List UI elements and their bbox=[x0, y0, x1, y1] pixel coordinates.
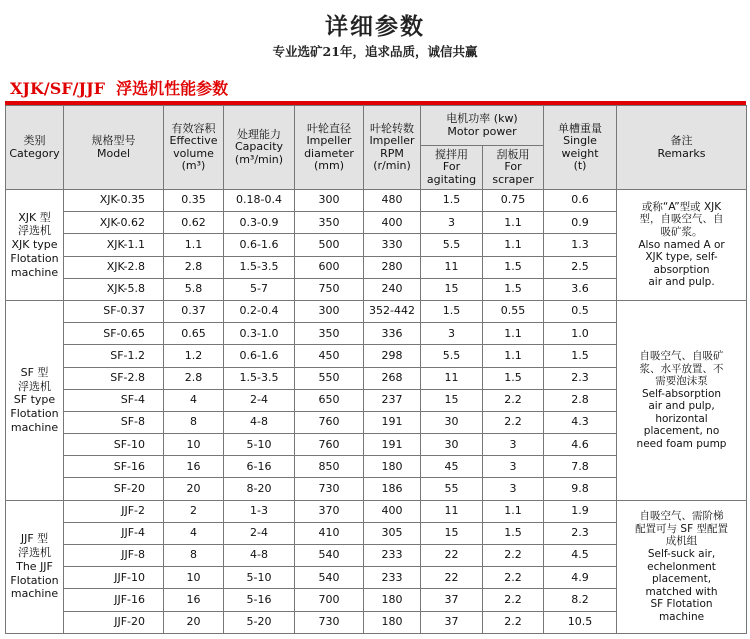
weight-cell: 0.6 bbox=[544, 190, 617, 212]
scraper-cell: 2.2 bbox=[483, 411, 544, 433]
volume-cell: 2.8 bbox=[164, 256, 224, 278]
capacity-cell: 0.2-0.4 bbox=[224, 300, 295, 322]
rpm-cell: 305 bbox=[364, 522, 421, 544]
scraper-cell: 1.1 bbox=[483, 345, 544, 367]
scraper-cell: 2.2 bbox=[483, 589, 544, 611]
volume-cell: 20 bbox=[164, 611, 224, 633]
volume-cell: 16 bbox=[164, 456, 224, 478]
scraper-cell: 1.5 bbox=[483, 256, 544, 278]
category-cell-xjk: XJK 型 浮选机 XJK type Flotation machine bbox=[6, 190, 64, 301]
diameter-cell: 550 bbox=[295, 367, 364, 389]
capacity-cell: 4-8 bbox=[224, 411, 295, 433]
diameter-cell: 850 bbox=[295, 456, 364, 478]
capacity-cell: 5-16 bbox=[224, 589, 295, 611]
rpm-cell: 336 bbox=[364, 323, 421, 345]
diameter-cell: 540 bbox=[295, 567, 364, 589]
scraper-cell: 0.55 bbox=[483, 300, 544, 322]
agitating-cell: 3 bbox=[421, 212, 483, 234]
col-model: 规格型号 Model bbox=[64, 106, 164, 190]
model-cell: SF-1.2 bbox=[64, 345, 164, 367]
volume-cell: 5.8 bbox=[164, 278, 224, 300]
capacity-cell: 5-20 bbox=[224, 611, 295, 633]
agitating-cell: 11 bbox=[421, 256, 483, 278]
weight-cell: 1.3 bbox=[544, 234, 617, 256]
rpm-cell: 280 bbox=[364, 256, 421, 278]
model-cell: XJK-1.1 bbox=[64, 234, 164, 256]
capacity-cell: 1-3 bbox=[224, 500, 295, 522]
agitating-cell: 1.5 bbox=[421, 300, 483, 322]
volume-cell: 4 bbox=[164, 389, 224, 411]
weight-cell: 4.3 bbox=[544, 411, 617, 433]
agitating-cell: 37 bbox=[421, 611, 483, 633]
remarks-cell-sf: 自吸空气、自吸矿 浆、水平放置、不 需要泡沫泵 Self-absorption air and pulp, horizontal placement, no need foam pump bbox=[617, 300, 747, 500]
weight-cell: 1.9 bbox=[544, 500, 617, 522]
diameter-cell: 300 bbox=[295, 190, 364, 212]
rpm-cell: 298 bbox=[364, 345, 421, 367]
model-cell: SF-20 bbox=[64, 478, 164, 500]
rpm-cell: 233 bbox=[364, 567, 421, 589]
diameter-cell: 730 bbox=[295, 478, 364, 500]
rpm-cell: 233 bbox=[364, 545, 421, 567]
volume-cell: 8 bbox=[164, 545, 224, 567]
table-row bbox=[6, 300, 747, 322]
model-cell: XJK-5.8 bbox=[64, 278, 164, 300]
rpm-cell: 180 bbox=[364, 589, 421, 611]
table-row bbox=[6, 190, 747, 212]
agitating-cell: 15 bbox=[421, 278, 483, 300]
scraper-cell: 3 bbox=[483, 434, 544, 456]
weight-cell: 3.6 bbox=[544, 278, 617, 300]
col-volume: 有效容积 Effective volume (m³) bbox=[164, 106, 224, 190]
volume-cell: 20 bbox=[164, 478, 224, 500]
capacity-cell: 8-20 bbox=[224, 478, 295, 500]
weight-cell: 1.5 bbox=[544, 345, 617, 367]
agitating-cell: 22 bbox=[421, 545, 483, 567]
agitating-cell: 37 bbox=[421, 589, 483, 611]
model-cell: SF-2.8 bbox=[64, 367, 164, 389]
category-cell-sf: SF 型 浮选机 SF type Flotation machine bbox=[6, 300, 64, 500]
capacity-cell: 0.6-1.6 bbox=[224, 345, 295, 367]
diameter-cell: 540 bbox=[295, 545, 364, 567]
section-title bbox=[10, 76, 610, 99]
rpm-cell: 400 bbox=[364, 212, 421, 234]
diameter-cell: 760 bbox=[295, 434, 364, 456]
diameter-cell: 600 bbox=[295, 256, 364, 278]
scraper-cell: 1.1 bbox=[483, 500, 544, 522]
rpm-cell: 237 bbox=[364, 389, 421, 411]
capacity-cell: 5-10 bbox=[224, 434, 295, 456]
rpm-cell: 400 bbox=[364, 500, 421, 522]
agitating-cell: 15 bbox=[421, 389, 483, 411]
diameter-cell: 350 bbox=[295, 212, 364, 234]
scraper-cell: 3 bbox=[483, 456, 544, 478]
capacity-cell: 2-4 bbox=[224, 389, 295, 411]
agitating-cell: 22 bbox=[421, 567, 483, 589]
agitating-cell: 30 bbox=[421, 411, 483, 433]
scraper-cell: 1.5 bbox=[483, 522, 544, 544]
weight-cell: 2.3 bbox=[544, 522, 617, 544]
col-motor-power: 电机功率 (kw) Motor power bbox=[421, 106, 544, 146]
category-cell-jjf: JJF 型 浮选机 The JJF Flotation machine bbox=[6, 500, 64, 633]
remarks-cell-jjf: 自吸空气、需阶梯 配置可与 SF 型配置 成机组 Self-suck air, echelonment placement, matched with SF Flotation machine bbox=[617, 500, 747, 633]
agitating-cell: 5.5 bbox=[421, 345, 483, 367]
diameter-cell: 500 bbox=[295, 234, 364, 256]
col-category: 类别 Category bbox=[6, 106, 64, 190]
diameter-cell: 410 bbox=[295, 522, 364, 544]
page-title: 详细参数 bbox=[325, 14, 425, 40]
agitating-cell: 3 bbox=[421, 323, 483, 345]
diameter-cell: 450 bbox=[295, 345, 364, 367]
rpm-cell: 480 bbox=[364, 190, 421, 212]
agitating-cell: 55 bbox=[421, 478, 483, 500]
rpm-cell: 240 bbox=[364, 278, 421, 300]
scraper-cell: 1.1 bbox=[483, 234, 544, 256]
weight-cell: 0.5 bbox=[544, 300, 617, 322]
capacity-cell: 1.5-3.5 bbox=[224, 367, 295, 389]
scraper-cell: 3 bbox=[483, 478, 544, 500]
diameter-cell: 700 bbox=[295, 589, 364, 611]
col-impeller-diameter: 叶轮直径 Impeller diameter (mm) bbox=[295, 106, 364, 190]
volume-cell: 10 bbox=[164, 567, 224, 589]
model-cell: XJK-0.62 bbox=[64, 212, 164, 234]
col-agitating: 搅拌用 For agitating bbox=[421, 146, 483, 190]
section-title-text: 浮选机性能参数 bbox=[116, 79, 229, 98]
weight-cell: 1.0 bbox=[544, 323, 617, 345]
weight-cell: 10.5 bbox=[544, 611, 617, 633]
weight-cell: 2.8 bbox=[544, 389, 617, 411]
volume-cell: 16 bbox=[164, 589, 224, 611]
capacity-cell: 2-4 bbox=[224, 522, 295, 544]
capacity-cell: 1.5-3.5 bbox=[224, 256, 295, 278]
model-cell: SF-16 bbox=[64, 456, 164, 478]
rpm-cell: 180 bbox=[364, 611, 421, 633]
diameter-cell: 750 bbox=[295, 278, 364, 300]
volume-cell: 4 bbox=[164, 522, 224, 544]
table-row bbox=[6, 500, 747, 522]
volume-cell: 0.37 bbox=[164, 300, 224, 322]
diameter-cell: 730 bbox=[295, 611, 364, 633]
model-cell: XJK-0.35 bbox=[64, 190, 164, 212]
scraper-cell: 2.2 bbox=[483, 545, 544, 567]
agitating-cell: 45 bbox=[421, 456, 483, 478]
volume-cell: 2.8 bbox=[164, 367, 224, 389]
volume-cell: 8 bbox=[164, 411, 224, 433]
capacity-cell: 0.3-1.0 bbox=[224, 323, 295, 345]
scraper-cell: 0.75 bbox=[483, 190, 544, 212]
scraper-cell: 1.5 bbox=[483, 367, 544, 389]
model-cell: JJF-20 bbox=[64, 611, 164, 633]
agitating-cell: 15 bbox=[421, 522, 483, 544]
weight-cell: 4.5 bbox=[544, 545, 617, 567]
agitating-cell: 11 bbox=[421, 500, 483, 522]
capacity-cell: 5-7 bbox=[224, 278, 295, 300]
weight-cell: 2.5 bbox=[544, 256, 617, 278]
table-header bbox=[6, 106, 747, 190]
col-impeller-rpm: 叶轮转数 Impeller RPM (r/min) bbox=[364, 106, 421, 190]
weight-cell: 0.9 bbox=[544, 212, 617, 234]
col-remarks: 备注 Remarks bbox=[617, 106, 747, 190]
weight-cell: 8.2 bbox=[544, 589, 617, 611]
page-subtitle: 专业选矿21年，追求品质，诚信共赢 bbox=[272, 44, 478, 59]
rpm-cell: 191 bbox=[364, 434, 421, 456]
weight-cell: 4.6 bbox=[544, 434, 617, 456]
model-cell: JJF-2 bbox=[64, 500, 164, 522]
weight-cell: 2.3 bbox=[544, 367, 617, 389]
rpm-cell: 352-442 bbox=[364, 300, 421, 322]
weight-cell: 4.9 bbox=[544, 567, 617, 589]
col-capacity: 处理能力 Capacity (m³/min) bbox=[224, 106, 295, 190]
agitating-cell: 11 bbox=[421, 367, 483, 389]
model-cell: JJF-16 bbox=[64, 589, 164, 611]
capacity-cell: 0.3-0.9 bbox=[224, 212, 295, 234]
rpm-cell: 186 bbox=[364, 478, 421, 500]
table-body bbox=[6, 190, 747, 634]
capacity-cell: 6-16 bbox=[224, 456, 295, 478]
diameter-cell: 760 bbox=[295, 411, 364, 433]
agitating-cell: 5.5 bbox=[421, 234, 483, 256]
volume-cell: 10 bbox=[164, 434, 224, 456]
capacity-cell: 4-8 bbox=[224, 545, 295, 567]
agitating-cell: 1.5 bbox=[421, 190, 483, 212]
section-title-models: XJK/SF/JJF bbox=[10, 79, 105, 98]
col-scraper: 刮板用 For scraper bbox=[483, 146, 544, 190]
volume-cell: 1.1 bbox=[164, 234, 224, 256]
model-cell: SF-0.37 bbox=[64, 300, 164, 322]
volume-cell: 0.35 bbox=[164, 190, 224, 212]
rpm-cell: 180 bbox=[364, 456, 421, 478]
agitating-cell: 30 bbox=[421, 434, 483, 456]
capacity-cell: 0.6-1.6 bbox=[224, 234, 295, 256]
capacity-cell: 5-10 bbox=[224, 567, 295, 589]
model-cell: JJF-10 bbox=[64, 567, 164, 589]
scraper-cell: 2.2 bbox=[483, 611, 544, 633]
spec-table bbox=[5, 105, 747, 634]
rpm-cell: 191 bbox=[364, 411, 421, 433]
volume-cell: 2 bbox=[164, 500, 224, 522]
scraper-cell: 1.1 bbox=[483, 212, 544, 234]
weight-cell: 9.8 bbox=[544, 478, 617, 500]
model-cell: SF-0.65 bbox=[64, 323, 164, 345]
col-weight: 单槽重量 Single weight (t) bbox=[544, 106, 617, 190]
capacity-cell: 0.18-0.4 bbox=[224, 190, 295, 212]
scraper-cell: 1.5 bbox=[483, 278, 544, 300]
diameter-cell: 300 bbox=[295, 300, 364, 322]
rpm-cell: 330 bbox=[364, 234, 421, 256]
model-cell: JJF-8 bbox=[64, 545, 164, 567]
model-cell: JJF-4 bbox=[64, 522, 164, 544]
remarks-cell-xjk: 或称“A”型或 XJK 型，自吸空气、自 吸矿浆。 Also named A or XJK type, self- absorption air and pulp. bbox=[617, 190, 747, 301]
rpm-cell: 268 bbox=[364, 367, 421, 389]
scraper-cell: 1.1 bbox=[483, 323, 544, 345]
scraper-cell: 2.2 bbox=[483, 389, 544, 411]
model-cell: SF-8 bbox=[64, 411, 164, 433]
scraper-cell: 2.2 bbox=[483, 567, 544, 589]
weight-cell: 7.8 bbox=[544, 456, 617, 478]
volume-cell: 1.2 bbox=[164, 345, 224, 367]
diameter-cell: 350 bbox=[295, 323, 364, 345]
diameter-cell: 650 bbox=[295, 389, 364, 411]
model-cell: XJK-2.8 bbox=[64, 256, 164, 278]
diameter-cell: 370 bbox=[295, 500, 364, 522]
model-cell: SF-10 bbox=[64, 434, 164, 456]
volume-cell: 0.65 bbox=[164, 323, 224, 345]
volume-cell: 0.62 bbox=[164, 212, 224, 234]
model-cell: SF-4 bbox=[64, 389, 164, 411]
